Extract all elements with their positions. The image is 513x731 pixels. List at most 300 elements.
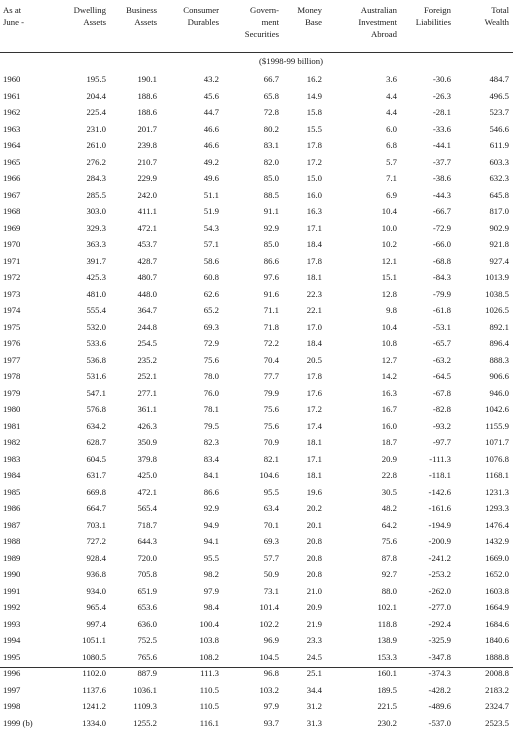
- cell-money-base: 34.4: [307, 682, 322, 699]
- cell-year: 1973: [3, 286, 20, 303]
- cell-total-wealth: 632.3: [489, 170, 509, 187]
- cell-money-base: 20.8: [307, 550, 322, 567]
- cell-government-securities: 72.8: [264, 104, 279, 121]
- cell-foreign-liabilities: -61.8: [433, 302, 451, 319]
- cell-business-assets: 453.7: [137, 236, 157, 253]
- cell-australian-investment-abroad: 6.9: [386, 187, 397, 204]
- cell-business-assets: 235.2: [137, 352, 157, 369]
- cell-total-wealth: 1888.8: [485, 649, 509, 666]
- cell-government-securities: 82.1: [264, 451, 279, 468]
- cell-total-wealth: 2324.7: [485, 698, 509, 715]
- cell-foreign-liabilities: -44.3: [433, 187, 451, 204]
- cell-year: 1994: [3, 632, 20, 649]
- cell-business-assets: 1255.2: [133, 715, 157, 731]
- table-row: [0, 368, 513, 385]
- cell-foreign-liabilities: -28.1: [433, 104, 451, 121]
- cell-government-securities: 96.9: [264, 632, 279, 649]
- cell-consumer-durables: 49.2: [204, 154, 219, 171]
- cell-total-wealth: 1026.5: [485, 302, 509, 319]
- cell-foreign-liabilities: -262.0: [429, 583, 451, 600]
- cell-total-wealth: 1664.9: [485, 599, 509, 616]
- cell-consumer-durables: 44.7: [204, 104, 219, 121]
- cell-money-base: 18.1: [307, 269, 322, 286]
- cell-year: 1960: [3, 71, 20, 88]
- cell-money-base: 17.0: [307, 319, 322, 336]
- cell-dwelling-assets: 532.0: [86, 319, 106, 336]
- cell-foreign-liabilities: -347.8: [429, 649, 451, 666]
- cell-total-wealth: 888.3: [489, 352, 509, 369]
- cell-australian-investment-abroad: 230.2: [377, 715, 397, 731]
- cell-consumer-durables: 62.6: [204, 286, 219, 303]
- cell-business-assets: 752.5: [137, 632, 157, 649]
- cell-government-securities: 70.4: [264, 352, 279, 369]
- table-row: [0, 632, 513, 649]
- cell-australian-investment-abroad: 7.1: [386, 170, 397, 187]
- cell-money-base: 24.5: [307, 649, 322, 666]
- cell-australian-investment-abroad: 189.5: [377, 682, 397, 699]
- cell-consumer-durables: 79.5: [204, 418, 219, 435]
- cell-government-securities: 65.8: [264, 88, 279, 105]
- cell-consumer-durables: 100.4: [199, 616, 219, 633]
- cell-consumer-durables: 103.8: [199, 632, 219, 649]
- cell-year: 1991: [3, 583, 20, 600]
- table-row: [0, 583, 513, 600]
- cell-dwelling-assets: 1080.5: [82, 649, 106, 666]
- cell-business-assets: 350.9: [137, 434, 157, 451]
- table-body: [0, 71, 513, 731]
- cell-business-assets: 201.7: [137, 121, 157, 138]
- cell-business-assets: 252.1: [137, 368, 157, 385]
- cell-foreign-liabilities: -53.1: [433, 319, 451, 336]
- cell-business-assets: 636.0: [137, 616, 157, 633]
- cell-dwelling-assets: 363.3: [86, 236, 106, 253]
- cell-total-wealth: 2008.8: [485, 665, 509, 682]
- cell-consumer-durables: 84.1: [204, 467, 219, 484]
- cell-dwelling-assets: 936.8: [86, 566, 106, 583]
- cell-total-wealth: 1013.9: [485, 269, 509, 286]
- cell-australian-investment-abroad: 18.7: [382, 434, 397, 451]
- cell-foreign-liabilities: -64.5: [433, 368, 451, 385]
- cell-dwelling-assets: 604.5: [86, 451, 106, 468]
- cell-australian-investment-abroad: 5.7: [386, 154, 397, 171]
- cell-total-wealth: 2183.2: [485, 682, 509, 699]
- cell-business-assets: 480.7: [137, 269, 157, 286]
- cell-australian-investment-abroad: 138.9: [377, 632, 397, 649]
- table-row: [0, 236, 513, 253]
- cell-total-wealth: 1684.6: [485, 616, 509, 633]
- cell-australian-investment-abroad: 160.1: [377, 665, 397, 682]
- cell-year: 1967: [3, 187, 20, 204]
- header-government-securities: Govern- ment Securities: [209, 5, 279, 40]
- cell-consumer-durables: 78.1: [204, 401, 219, 418]
- cell-foreign-liabilities: -72.9: [433, 220, 451, 237]
- cell-government-securities: 75.6: [264, 401, 279, 418]
- cell-year: 1965: [3, 154, 20, 171]
- cell-total-wealth: 921.8: [489, 236, 509, 253]
- header-business-assets: Business Assets: [87, 5, 157, 29]
- table-row: [0, 616, 513, 633]
- cell-australian-investment-abroad: 87.8: [382, 550, 397, 567]
- cell-australian-investment-abroad: 16.3: [382, 385, 397, 402]
- cell-dwelling-assets: 1137.6: [82, 682, 106, 699]
- cell-foreign-liabilities: -26.3: [433, 88, 451, 105]
- cell-foreign-liabilities: -38.6: [433, 170, 451, 187]
- cell-australian-investment-abroad: 15.1: [382, 269, 397, 286]
- table-row: [0, 550, 513, 567]
- cell-dwelling-assets: 664.7: [86, 500, 106, 517]
- cell-dwelling-assets: 628.7: [86, 434, 106, 451]
- cell-australian-investment-abroad: 12.8: [382, 286, 397, 303]
- header-foreign-liabilities: Foreign Liabilities: [381, 5, 451, 29]
- table-row: [0, 352, 513, 369]
- cell-money-base: 17.1: [307, 451, 322, 468]
- header-dwelling-assets: Dwelling Assets: [36, 5, 106, 29]
- cell-australian-investment-abroad: 102.1: [377, 599, 397, 616]
- table-row: [0, 500, 513, 517]
- cell-government-securities: 63.4: [264, 500, 279, 517]
- cell-money-base: 20.5: [307, 352, 322, 369]
- cell-foreign-liabilities: -93.2: [433, 418, 451, 435]
- table-row: [0, 71, 513, 88]
- cell-consumer-durables: 83.4: [204, 451, 219, 468]
- cell-australian-investment-abroad: 118.8: [378, 616, 397, 633]
- cell-government-securities: 83.1: [264, 137, 279, 154]
- cell-dwelling-assets: 576.8: [86, 401, 106, 418]
- cell-consumer-durables: 69.3: [204, 319, 219, 336]
- cell-government-securities: 104.5: [259, 649, 279, 666]
- cell-dwelling-assets: 195.5: [86, 71, 106, 88]
- table-row: [0, 170, 513, 187]
- table-row: [0, 220, 513, 237]
- cell-business-assets: 887.9: [137, 665, 157, 682]
- cell-money-base: 16.0: [307, 187, 322, 204]
- cell-australian-investment-abroad: 12.7: [382, 352, 397, 369]
- cell-total-wealth: 902.9: [489, 220, 509, 237]
- cell-foreign-liabilities: -161.6: [429, 500, 451, 517]
- cell-money-base: 14.9: [307, 88, 322, 105]
- table-row: [0, 566, 513, 583]
- cell-money-base: 18.4: [307, 335, 322, 352]
- table-row: [0, 253, 513, 270]
- cell-year: 1986: [3, 500, 20, 517]
- cell-government-securities: 71.1: [264, 302, 279, 319]
- header-consumer-durables: Consumer Durables: [149, 5, 219, 29]
- cell-business-assets: 254.5: [137, 335, 157, 352]
- cell-money-base: 22.1: [307, 302, 322, 319]
- cell-foreign-liabilities: -97.7: [433, 434, 451, 451]
- cell-australian-investment-abroad: 10.8: [382, 335, 397, 352]
- cell-money-base: 16.2: [307, 71, 322, 88]
- cell-foreign-liabilities: -374.3: [429, 665, 451, 682]
- cell-business-assets: 188.6: [137, 88, 157, 105]
- cell-dwelling-assets: 727.2: [86, 533, 106, 550]
- cell-business-assets: 720.0: [137, 550, 157, 567]
- cell-consumer-durables: 98.4: [204, 599, 219, 616]
- cell-business-assets: 718.7: [137, 517, 157, 534]
- table-row: [0, 682, 513, 699]
- cell-total-wealth: 2523.5: [485, 715, 509, 731]
- cell-money-base: 17.2: [307, 401, 322, 418]
- cell-foreign-liabilities: -241.2: [429, 550, 451, 567]
- cell-year: 1996: [3, 665, 20, 682]
- cell-dwelling-assets: 965.4: [86, 599, 106, 616]
- cell-year: 1966: [3, 170, 20, 187]
- cell-foreign-liabilities: -44.1: [433, 137, 451, 154]
- cell-dwelling-assets: 231.0: [86, 121, 106, 138]
- table-row: [0, 286, 513, 303]
- cell-australian-investment-abroad: 75.6: [382, 533, 397, 550]
- table-row: [0, 203, 513, 220]
- cell-total-wealth: 484.7: [489, 71, 509, 88]
- cell-foreign-liabilities: -142.6: [429, 484, 451, 501]
- cell-consumer-durables: 45.6: [204, 88, 219, 105]
- cell-consumer-durables: 58.6: [204, 253, 219, 270]
- table-row: [0, 649, 513, 666]
- cell-foreign-liabilities: -33.6: [433, 121, 451, 138]
- cell-money-base: 22.3: [307, 286, 322, 303]
- cell-year: 1978: [3, 368, 20, 385]
- cell-australian-investment-abroad: 10.0: [382, 220, 397, 237]
- table-row: [0, 137, 513, 154]
- cell-business-assets: 644.3: [137, 533, 157, 550]
- cell-year: 1969: [3, 220, 20, 237]
- cell-business-assets: 239.8: [137, 137, 157, 154]
- cell-year: 1981: [3, 418, 20, 435]
- cell-business-assets: 651.9: [137, 583, 157, 600]
- cell-government-securities: 104.6: [259, 467, 279, 484]
- cell-consumer-durables: 46.6: [204, 137, 219, 154]
- cell-year: 1970: [3, 236, 20, 253]
- table-row: [0, 599, 513, 616]
- table-row: [0, 88, 513, 105]
- cell-total-wealth: 645.8: [489, 187, 509, 204]
- cell-government-securities: 70.1: [264, 517, 279, 534]
- cell-foreign-liabilities: -253.2: [429, 566, 451, 583]
- cell-government-securities: 79.9: [264, 385, 279, 402]
- cell-foreign-liabilities: -277.0: [429, 599, 451, 616]
- cell-government-securities: 95.5: [264, 484, 279, 501]
- cell-government-securities: 75.6: [264, 418, 279, 435]
- cell-government-securities: 66.7: [264, 71, 279, 88]
- cell-consumer-durables: 76.0: [204, 385, 219, 402]
- cell-year: 1972: [3, 269, 20, 286]
- cell-money-base: 17.8: [307, 253, 322, 270]
- cell-government-securities: 93.7: [264, 715, 279, 731]
- header-australian-investment-abroad: Australian Investment Abroad: [327, 5, 397, 40]
- cell-total-wealth: 523.7: [489, 104, 509, 121]
- cell-government-securities: 72.2: [264, 335, 279, 352]
- cell-australian-investment-abroad: 6.0: [386, 121, 397, 138]
- cell-total-wealth: 1432.9: [485, 533, 509, 550]
- table-row: [0, 401, 513, 418]
- cell-total-wealth: 496.5: [489, 88, 509, 105]
- cell-dwelling-assets: 481.0: [86, 286, 106, 303]
- cell-total-wealth: 817.0: [489, 203, 509, 220]
- cell-money-base: 17.6: [307, 385, 322, 402]
- table-row: [0, 484, 513, 501]
- table-row: [0, 418, 513, 435]
- cell-government-securities: 102.2: [259, 616, 279, 633]
- cell-total-wealth: 546.6: [489, 121, 509, 138]
- cell-year: 1977: [3, 352, 20, 369]
- cell-dwelling-assets: 634.2: [86, 418, 106, 435]
- cell-foreign-liabilities: -37.7: [433, 154, 451, 171]
- table-header: [0, 5, 513, 47]
- cell-foreign-liabilities: -66.0: [433, 236, 451, 253]
- cell-dwelling-assets: 555.4: [86, 302, 106, 319]
- cell-consumer-durables: 65.2: [204, 302, 219, 319]
- cell-total-wealth: 927.4: [489, 253, 509, 270]
- cell-year: 1992: [3, 599, 20, 616]
- cell-total-wealth: 1038.5: [485, 286, 509, 303]
- cell-dwelling-assets: 303.0: [86, 203, 106, 220]
- cell-year: 1984: [3, 467, 20, 484]
- cell-consumer-durables: 110.5: [200, 682, 219, 699]
- cell-foreign-liabilities: -537.0: [429, 715, 451, 731]
- cell-dwelling-assets: 1102.0: [82, 665, 106, 682]
- table-row: [0, 302, 513, 319]
- table-row: [0, 698, 513, 715]
- cell-dwelling-assets: 531.6: [86, 368, 106, 385]
- cell-government-securities: 86.6: [264, 253, 279, 270]
- cell-money-base: 20.8: [307, 533, 322, 550]
- cell-dwelling-assets: 204.4: [86, 88, 106, 105]
- cell-business-assets: 705.8: [137, 566, 157, 583]
- cell-business-assets: 765.6: [137, 649, 157, 666]
- cell-australian-investment-abroad: 221.5: [377, 698, 397, 715]
- cell-australian-investment-abroad: 16.7: [382, 401, 397, 418]
- cell-business-assets: 361.1: [137, 401, 157, 418]
- cell-money-base: 20.8: [307, 566, 322, 583]
- cell-money-base: 20.2: [307, 500, 322, 517]
- cell-year: 1999 (b): [3, 715, 33, 731]
- cell-government-securities: 97.9: [264, 698, 279, 715]
- cell-dwelling-assets: 285.5: [86, 187, 106, 204]
- cell-consumer-durables: 72.9: [204, 335, 219, 352]
- cell-year: 1983: [3, 451, 20, 468]
- bottom-rule: [0, 667, 513, 668]
- cell-dwelling-assets: 225.4: [86, 104, 106, 121]
- cell-australian-investment-abroad: 88.0: [382, 583, 397, 600]
- table-row: [0, 517, 513, 534]
- cell-business-assets: 364.7: [137, 302, 157, 319]
- cell-money-base: 25.1: [307, 665, 322, 682]
- cell-total-wealth: 892.1: [489, 319, 509, 336]
- cell-dwelling-assets: 1051.1: [82, 632, 106, 649]
- cell-foreign-liabilities: -111.3: [429, 451, 451, 468]
- cell-consumer-durables: 57.1: [204, 236, 219, 253]
- cell-year: 1997: [3, 682, 20, 699]
- cell-government-securities: 101.4: [259, 599, 279, 616]
- cell-government-securities: 88.5: [264, 187, 279, 204]
- cell-consumer-durables: 98.2: [204, 566, 219, 583]
- cell-australian-investment-abroad: 4.4: [386, 104, 397, 121]
- cell-consumer-durables: 49.6: [204, 170, 219, 187]
- cell-foreign-liabilities: -325.9: [429, 632, 451, 649]
- cell-business-assets: 244.8: [137, 319, 157, 336]
- cell-foreign-liabilities: -79.9: [433, 286, 451, 303]
- cell-money-base: 31.3: [307, 715, 322, 731]
- table-row: [0, 187, 513, 204]
- cell-dwelling-assets: 536.8: [86, 352, 106, 369]
- cell-money-base: 17.2: [307, 154, 322, 171]
- cell-money-base: 23.3: [307, 632, 322, 649]
- cell-year: 1988: [3, 533, 20, 550]
- cell-australian-investment-abroad: 6.8: [386, 137, 397, 154]
- cell-business-assets: 190.1: [137, 71, 157, 88]
- cell-government-securities: 71.8: [264, 319, 279, 336]
- table-row: [0, 104, 513, 121]
- cell-australian-investment-abroad: 10.4: [382, 203, 397, 220]
- cell-total-wealth: 1652.0: [485, 566, 509, 583]
- cell-total-wealth: 906.6: [489, 368, 509, 385]
- cell-australian-investment-abroad: 64.2: [382, 517, 397, 534]
- cell-year: 1980: [3, 401, 20, 418]
- cell-australian-investment-abroad: 12.1: [382, 253, 397, 270]
- cell-consumer-durables: 78.0: [204, 368, 219, 385]
- cell-total-wealth: 1042.6: [485, 401, 509, 418]
- cell-dwelling-assets: 276.2: [86, 154, 106, 171]
- cell-money-base: 18.1: [307, 434, 322, 451]
- cell-money-base: 16.3: [307, 203, 322, 220]
- cell-total-wealth: 1669.0: [485, 550, 509, 567]
- cell-foreign-liabilities: -84.3: [433, 269, 451, 286]
- cell-foreign-liabilities: -68.8: [433, 253, 451, 270]
- cell-business-assets: 1036.1: [133, 682, 157, 699]
- cell-year: 1961: [3, 88, 20, 105]
- cell-consumer-durables: 111.3: [200, 665, 219, 682]
- table-row: [0, 434, 513, 451]
- cell-dwelling-assets: 284.3: [86, 170, 106, 187]
- cell-year: 1974: [3, 302, 20, 319]
- cell-dwelling-assets: 997.4: [86, 616, 106, 633]
- cell-government-securities: 82.0: [264, 154, 279, 171]
- cell-dwelling-assets: 425.3: [86, 269, 106, 286]
- cell-consumer-durables: 116.1: [200, 715, 219, 731]
- cell-consumer-durables: 54.3: [204, 220, 219, 237]
- cell-money-base: 20.1: [307, 517, 322, 534]
- cell-australian-investment-abroad: 3.6: [386, 71, 397, 88]
- cell-government-securities: 85.0: [264, 236, 279, 253]
- cell-foreign-liabilities: -82.8: [433, 401, 451, 418]
- cell-foreign-liabilities: -66.7: [433, 203, 451, 220]
- table-row: [0, 533, 513, 550]
- table-row: [0, 451, 513, 468]
- unit-label: ($1998-99 billion): [233, 56, 349, 67]
- cell-year: 1968: [3, 203, 20, 220]
- cell-business-assets: 425.0: [137, 467, 157, 484]
- cell-consumer-durables: 75.6: [204, 352, 219, 369]
- cell-dwelling-assets: 547.1: [86, 385, 106, 402]
- cell-government-securities: 91.1: [264, 203, 279, 220]
- cell-business-assets: 229.9: [137, 170, 157, 187]
- cell-total-wealth: 1076.8: [485, 451, 509, 468]
- cell-total-wealth: 1840.6: [485, 632, 509, 649]
- cell-year: 1989: [3, 550, 20, 567]
- header-rule: [0, 52, 513, 53]
- header-money-base: Money Base: [252, 5, 322, 29]
- table-row: [0, 319, 513, 336]
- cell-australian-investment-abroad: 22.8: [382, 467, 397, 484]
- cell-year: 1987: [3, 517, 20, 534]
- cell-consumer-durables: 92.9: [204, 500, 219, 517]
- cell-money-base: 15.8: [307, 104, 322, 121]
- cell-year: 1985: [3, 484, 20, 501]
- cell-government-securities: 50.9: [264, 566, 279, 583]
- cell-business-assets: 277.1: [137, 385, 157, 402]
- table-row: [0, 121, 513, 138]
- cell-business-assets: 242.0: [137, 187, 157, 204]
